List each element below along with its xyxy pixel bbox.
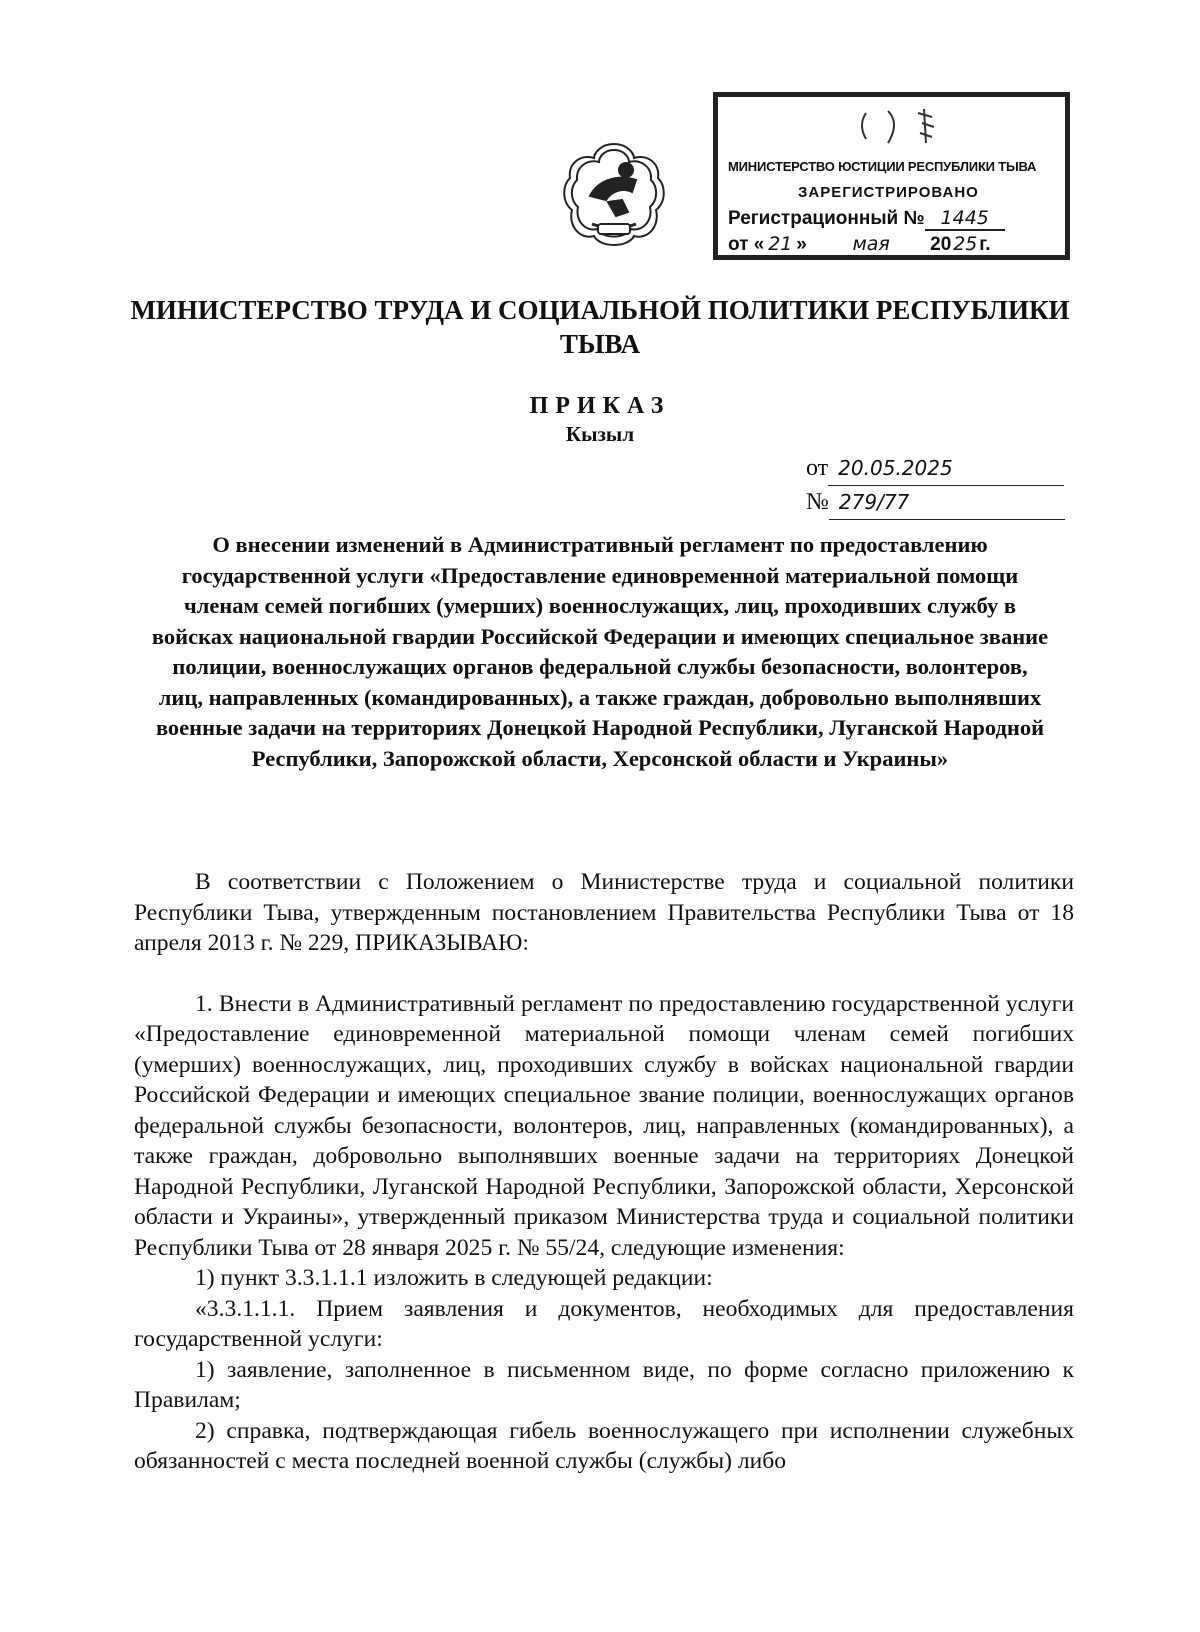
stamp-registration-number: 1445 [925,207,1005,231]
order-number: 279/77 [829,486,1065,520]
stamp-registered-label: ЗАРЕГИСТРИРОВАНО [798,184,979,201]
order-date: 20.05.2025 [828,452,1064,486]
stamp-date-separator: » [796,234,807,255]
document-body [134,867,1074,1477]
stamp-registration-row [728,207,1005,231]
paragraph-preamble: В соответствии с Положением о Министерстве труда и социальной политики Республики Тыва, утвержденным постановлением Правительства Республики Тыва от 18 апреля 2013 г. № 229, ПРИКАЗЫВАЮ: [134,869,1074,956]
document-city: Кызыл [565,422,635,446]
order-date-label: от [806,455,829,481]
stamp-date-day: 21 [764,233,796,257]
stamp-date-year-suffix: 25 [953,233,978,255]
stamp-registration-label: Регистрационный № [728,208,925,229]
stamp-date-row [728,233,991,257]
stamp-date-year-prefix: 20 [930,234,952,255]
paragraph-clause-3-3-1-1-1: «3.3.1.1.1. Прием заявления и документов, необходимых для предоставления государственной услуги: [134,1295,1074,1352]
order-number-row [806,486,1065,520]
stamp-date-month: мая [812,233,930,257]
document-type: ПРИКАЗ [529,393,671,419]
registration-stamp [713,92,1070,260]
stamp-date-end: г. [979,234,991,255]
stamp-crest-icon [848,103,938,153]
ministry-heading: МИНИСТЕРСТВО ТРУДА И СОЦИАЛЬНОЙ ПОЛИТИКИ РЕСПУБЛИКИ ТЫВА [130,295,1070,359]
stamp-date-prefix: от « [728,234,765,255]
order-number-label: № [806,489,829,515]
order-details [806,452,1065,520]
paragraph-document-1: 1) заявление, заполненное в письменном виде, по форме согласно приложению к Правилам; [134,1356,1074,1413]
stamp-ministry-name: МИНИСТЕРСТВО ЮСТИЦИИ РЕСПУБЛИКИ ТЫВА [728,159,1037,174]
paragraph-subitem-1: 1) пункт 3.3.1.1.1 изложить в следующей редакции: [195,1265,713,1291]
paragraph-item-1: 1. Внести в Административный регламент по предоставлению государственной услуги «Предоставление единовременной материальной помощи членам семей погибших (умерших) военнослужащих, лиц, проходивших службу в войсках национальной гвардии Российской Федерации и имеющих специальное звание полиции, военнослужащих органов федеральной службы безопасности, волонтеров, лиц, направленных (командированных), а также граждан, добровольно выполнявших военные задачи на территориях Донецкой Народной Республики, Луганской Народной Республики, Запорожской области, Херсонской области и Украины», утвержденный приказом Министерства труда и социальной политики Республики Тыва от 28 января 2025 г. № 55/24, следующие изменения: [134,990,1074,1261]
paragraph-document-2: 2) справка, подтверждающая гибель военнослужащего при исполнении служебных обязанностей с места последней военной службы (службы) либо [134,1417,1074,1474]
document-title: О внесении изменений в Административный регламент по предоставлению государственной услуги «Предоставление единовременной материальной помощи членам семей погибших (умерших) военнослужащих, лиц, проходивших службу в войсках национальной гвардии Российской Федерации и имеющих специальное звание полиции, военнослужащих органов федеральной службы безопасности, волонтеров, лиц, направленных (командированных), а также граждан, добровольно выполнявших военные задачи на территориях Донецкой Народной Республики, Луганской Народной Республики, Запорожской области, Херсонской области и Украины» [151,532,1049,771]
order-date-row [806,452,1065,486]
republic-emblem-icon [562,140,666,250]
